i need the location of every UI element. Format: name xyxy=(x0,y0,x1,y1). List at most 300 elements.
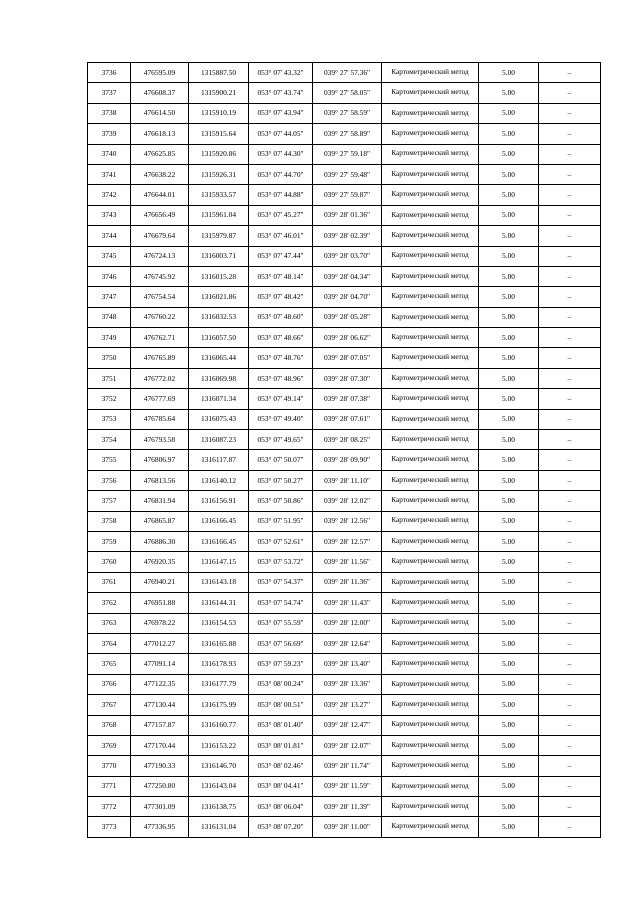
note-cell: – xyxy=(539,63,601,83)
accuracy-cell: 5.00 xyxy=(479,307,539,327)
point-number-cell: 3746 xyxy=(88,266,131,286)
y-coordinate-cell: 1316153.22 xyxy=(189,735,249,755)
longitude-cell: 039° 28' 11.59" xyxy=(313,776,382,796)
latitude-cell: 053° 08' 04.41" xyxy=(249,776,313,796)
y-coordinate-cell: 1316021.86 xyxy=(189,287,249,307)
point-number-cell: 3766 xyxy=(88,674,131,694)
accuracy-cell: 5.00 xyxy=(479,83,539,103)
longitude-cell: 039° 27' 57.36" xyxy=(313,63,382,83)
longitude-cell: 039° 27' 58.89" xyxy=(313,124,382,144)
accuracy-cell: 5.00 xyxy=(479,103,539,123)
accuracy-cell: 5.00 xyxy=(479,613,539,633)
y-coordinate-cell: 1316015.28 xyxy=(189,266,249,286)
x-coordinate-cell: 477190.33 xyxy=(131,756,189,776)
method-cell: Картометрический метод xyxy=(382,409,479,429)
table-row xyxy=(88,511,601,531)
latitude-cell: 053° 07' 50.86" xyxy=(249,491,313,511)
y-coordinate-cell: 1315933.57 xyxy=(189,185,249,205)
table-row xyxy=(88,776,601,796)
accuracy-cell: 5.00 xyxy=(479,246,539,266)
method-cell: Картометрический метод xyxy=(382,776,479,796)
latitude-cell: 053° 08' 00.51" xyxy=(249,695,313,715)
y-coordinate-cell: 1316178.93 xyxy=(189,654,249,674)
method-cell: Картометрический метод xyxy=(382,735,479,755)
y-coordinate-cell: 1315961.04 xyxy=(189,205,249,225)
method-cell: Картометрический метод xyxy=(382,266,479,286)
note-cell: – xyxy=(539,185,601,205)
x-coordinate-cell: 477170.44 xyxy=(131,735,189,755)
y-coordinate-cell: 1315910.19 xyxy=(189,103,249,123)
table-row xyxy=(88,144,601,164)
latitude-cell: 053° 07' 43.32" xyxy=(249,63,313,83)
table-row xyxy=(88,124,601,144)
y-coordinate-cell: 1316166.45 xyxy=(189,511,249,531)
point-number-cell: 3765 xyxy=(88,654,131,674)
table-row xyxy=(88,593,601,613)
method-cell: Картометрический метод xyxy=(382,715,479,735)
accuracy-cell: 5.00 xyxy=(479,593,539,613)
x-coordinate-cell: 476813.56 xyxy=(131,470,189,490)
table-row xyxy=(88,63,601,83)
x-coordinate-cell: 477012.27 xyxy=(131,633,189,653)
point-number-cell: 3762 xyxy=(88,593,131,613)
table-row xyxy=(88,266,601,286)
accuracy-cell: 5.00 xyxy=(479,205,539,225)
note-cell: – xyxy=(539,674,601,694)
point-number-cell: 3764 xyxy=(88,633,131,653)
longitude-cell: 039° 28' 08.25" xyxy=(313,430,382,450)
note-cell: – xyxy=(539,776,601,796)
point-number-cell: 3773 xyxy=(88,817,131,837)
x-coordinate-cell: 476765.89 xyxy=(131,348,189,368)
y-coordinate-cell: 1315900.21 xyxy=(189,83,249,103)
y-coordinate-cell: 1315915.64 xyxy=(189,124,249,144)
y-coordinate-cell: 1316138.75 xyxy=(189,797,249,817)
accuracy-cell: 5.00 xyxy=(479,695,539,715)
accuracy-cell: 5.00 xyxy=(479,511,539,531)
x-coordinate-cell: 476978.22 xyxy=(131,613,189,633)
method-cell: Картометрический метод xyxy=(382,797,479,817)
longitude-cell: 039° 28' 11.39" xyxy=(313,797,382,817)
method-cell: Картометрический метод xyxy=(382,368,479,388)
point-number-cell: 3758 xyxy=(88,511,131,531)
table-row xyxy=(88,328,601,348)
note-cell: – xyxy=(539,715,601,735)
note-cell: – xyxy=(539,817,601,837)
x-coordinate-cell: 476644.01 xyxy=(131,185,189,205)
method-cell: Картометрический метод xyxy=(382,633,479,653)
longitude-cell: 039° 28' 02.39" xyxy=(313,226,382,246)
method-cell: Картометрический метод xyxy=(382,103,479,123)
table-row xyxy=(88,817,601,837)
method-cell: Картометрический метод xyxy=(382,695,479,715)
accuracy-cell: 5.00 xyxy=(479,328,539,348)
coordinates-table xyxy=(87,62,601,838)
point-number-cell: 3748 xyxy=(88,307,131,327)
x-coordinate-cell: 476608.37 xyxy=(131,83,189,103)
accuracy-cell: 5.00 xyxy=(479,144,539,164)
note-cell: – xyxy=(539,266,601,286)
x-coordinate-cell: 476595.09 xyxy=(131,63,189,83)
table-row xyxy=(88,185,601,205)
longitude-cell: 039° 28' 11.43" xyxy=(313,593,382,613)
table-row xyxy=(88,389,601,409)
x-coordinate-cell: 476754.54 xyxy=(131,287,189,307)
longitude-cell: 039° 28' 11.56" xyxy=(313,552,382,572)
latitude-cell: 053° 07' 50.27" xyxy=(249,470,313,490)
longitude-cell: 039° 28' 12.64" xyxy=(313,633,382,653)
note-cell: – xyxy=(539,552,601,572)
method-cell: Картометрический метод xyxy=(382,124,479,144)
point-number-cell: 3752 xyxy=(88,389,131,409)
x-coordinate-cell: 476656.49 xyxy=(131,205,189,225)
table-row xyxy=(88,246,601,266)
x-coordinate-cell: 476614.50 xyxy=(131,103,189,123)
y-coordinate-cell: 1316117.87 xyxy=(189,450,249,470)
note-cell: – xyxy=(539,287,601,307)
longitude-cell: 039° 28' 12.07" xyxy=(313,735,382,755)
y-coordinate-cell: 1316160.77 xyxy=(189,715,249,735)
latitude-cell: 053° 07' 47.44" xyxy=(249,246,313,266)
method-cell: Картометрический метод xyxy=(382,430,479,450)
latitude-cell: 053° 07' 56.69" xyxy=(249,633,313,653)
latitude-cell: 053° 07' 49.65" xyxy=(249,430,313,450)
x-coordinate-cell: 476625.85 xyxy=(131,144,189,164)
latitude-cell: 053° 07' 48.60" xyxy=(249,307,313,327)
x-coordinate-cell: 476760.22 xyxy=(131,307,189,327)
note-cell: – xyxy=(539,307,601,327)
table-row xyxy=(88,552,601,572)
coordinates-document xyxy=(87,62,600,838)
point-number-cell: 3740 xyxy=(88,144,131,164)
table-row xyxy=(88,695,601,715)
accuracy-cell: 5.00 xyxy=(479,450,539,470)
x-coordinate-cell: 476793.58 xyxy=(131,430,189,450)
accuracy-cell: 5.00 xyxy=(479,817,539,837)
note-cell: – xyxy=(539,613,601,633)
longitude-cell: 039° 28' 11.10" xyxy=(313,470,382,490)
y-coordinate-cell: 1315926.31 xyxy=(189,164,249,184)
note-cell: – xyxy=(539,511,601,531)
accuracy-cell: 5.00 xyxy=(479,368,539,388)
y-coordinate-cell: 1316144.31 xyxy=(189,593,249,613)
table-row xyxy=(88,531,601,551)
method-cell: Картометрический метод xyxy=(382,470,479,490)
note-cell: – xyxy=(539,633,601,653)
longitude-cell: 039° 28' 03.70" xyxy=(313,246,382,266)
latitude-cell: 053° 07' 48.96" xyxy=(249,368,313,388)
note-cell: – xyxy=(539,83,601,103)
accuracy-cell: 5.00 xyxy=(479,572,539,592)
x-coordinate-cell: 477122.35 xyxy=(131,674,189,694)
accuracy-cell: 5.00 xyxy=(479,470,539,490)
table-row xyxy=(88,430,601,450)
point-number-cell: 3749 xyxy=(88,328,131,348)
note-cell: – xyxy=(539,328,601,348)
note-cell: – xyxy=(539,450,601,470)
point-number-cell: 3759 xyxy=(88,531,131,551)
accuracy-cell: 5.00 xyxy=(479,674,539,694)
method-cell: Картометрический метод xyxy=(382,531,479,551)
note-cell: – xyxy=(539,164,601,184)
latitude-cell: 053° 08' 06.04" xyxy=(249,797,313,817)
method-cell: Картометрический метод xyxy=(382,450,479,470)
note-cell: – xyxy=(539,124,601,144)
y-coordinate-cell: 1316154.53 xyxy=(189,613,249,633)
note-cell: – xyxy=(539,389,601,409)
table-row xyxy=(88,83,601,103)
note-cell: – xyxy=(539,491,601,511)
latitude-cell: 053° 08' 07.20" xyxy=(249,817,313,837)
y-coordinate-cell: 1316143.04 xyxy=(189,776,249,796)
x-coordinate-cell: 476745.92 xyxy=(131,266,189,286)
point-number-cell: 3742 xyxy=(88,185,131,205)
accuracy-cell: 5.00 xyxy=(479,164,539,184)
table-row xyxy=(88,450,601,470)
method-cell: Картометрический метод xyxy=(382,348,479,368)
latitude-cell: 053° 07' 51.95" xyxy=(249,511,313,531)
accuracy-cell: 5.00 xyxy=(479,266,539,286)
latitude-cell: 053° 07' 45.27" xyxy=(249,205,313,225)
note-cell: – xyxy=(539,797,601,817)
longitude-cell: 039° 28' 12.57" xyxy=(313,531,382,551)
note-cell: – xyxy=(539,735,601,755)
y-coordinate-cell: 1316131.04 xyxy=(189,817,249,837)
note-cell: – xyxy=(539,695,601,715)
table-row xyxy=(88,409,601,429)
point-number-cell: 3750 xyxy=(88,348,131,368)
accuracy-cell: 5.00 xyxy=(479,654,539,674)
longitude-cell: 039° 28' 06.62" xyxy=(313,328,382,348)
note-cell: – xyxy=(539,593,601,613)
longitude-cell: 039° 27' 58.05" xyxy=(313,83,382,103)
point-number-cell: 3747 xyxy=(88,287,131,307)
y-coordinate-cell: 1316146.70 xyxy=(189,756,249,776)
point-number-cell: 3771 xyxy=(88,776,131,796)
note-cell: – xyxy=(539,409,601,429)
latitude-cell: 053° 07' 49.40" xyxy=(249,409,313,429)
note-cell: – xyxy=(539,470,601,490)
latitude-cell: 053° 07' 48.14" xyxy=(249,266,313,286)
latitude-cell: 053° 07' 43.94" xyxy=(249,103,313,123)
x-coordinate-cell: 476940.21 xyxy=(131,572,189,592)
latitude-cell: 053° 07' 54.37" xyxy=(249,572,313,592)
method-cell: Картометрический метод xyxy=(382,328,479,348)
x-coordinate-cell: 476618.13 xyxy=(131,124,189,144)
accuracy-cell: 5.00 xyxy=(479,430,539,450)
y-coordinate-cell: 1316057.50 xyxy=(189,328,249,348)
latitude-cell: 053° 07' 46.01" xyxy=(249,226,313,246)
point-number-cell: 3755 xyxy=(88,450,131,470)
longitude-cell: 039° 28' 13.40" xyxy=(313,654,382,674)
y-coordinate-cell: 1316071.34 xyxy=(189,389,249,409)
latitude-cell: 053° 07' 48.42" xyxy=(249,287,313,307)
point-number-cell: 3743 xyxy=(88,205,131,225)
x-coordinate-cell: 476951.88 xyxy=(131,593,189,613)
accuracy-cell: 5.00 xyxy=(479,756,539,776)
x-coordinate-cell: 477336.95 xyxy=(131,817,189,837)
note-cell: – xyxy=(539,226,601,246)
longitude-cell: 039° 28' 07.05" xyxy=(313,348,382,368)
accuracy-cell: 5.00 xyxy=(479,776,539,796)
x-coordinate-cell: 476638.22 xyxy=(131,164,189,184)
point-number-cell: 3737 xyxy=(88,83,131,103)
accuracy-cell: 5.00 xyxy=(479,531,539,551)
y-coordinate-cell: 1316177.79 xyxy=(189,674,249,694)
accuracy-cell: 5.00 xyxy=(479,348,539,368)
note-cell: – xyxy=(539,103,601,123)
accuracy-cell: 5.00 xyxy=(479,491,539,511)
method-cell: Картометрический метод xyxy=(382,552,479,572)
y-coordinate-cell: 1315887.50 xyxy=(189,63,249,83)
latitude-cell: 053° 07' 48.76" xyxy=(249,348,313,368)
latitude-cell: 053° 07' 44.05" xyxy=(249,124,313,144)
table-row xyxy=(88,491,601,511)
point-number-cell: 3744 xyxy=(88,226,131,246)
point-number-cell: 3761 xyxy=(88,572,131,592)
point-number-cell: 3754 xyxy=(88,430,131,450)
method-cell: Картометрический метод xyxy=(382,307,479,327)
table-row xyxy=(88,797,601,817)
longitude-cell: 039° 27' 59.18" xyxy=(313,144,382,164)
x-coordinate-cell: 476777.69 xyxy=(131,389,189,409)
point-number-cell: 3741 xyxy=(88,164,131,184)
method-cell: Картометрический метод xyxy=(382,287,479,307)
method-cell: Картометрический метод xyxy=(382,511,479,531)
table-body xyxy=(88,63,601,838)
latitude-cell: 053° 07' 48.66" xyxy=(249,328,313,348)
method-cell: Картометрический метод xyxy=(382,226,479,246)
x-coordinate-cell: 477301.09 xyxy=(131,797,189,817)
longitude-cell: 039° 28' 13.27" xyxy=(313,695,382,715)
x-coordinate-cell: 476724.13 xyxy=(131,246,189,266)
point-number-cell: 3736 xyxy=(88,63,131,83)
note-cell: – xyxy=(539,572,601,592)
method-cell: Картометрический метод xyxy=(382,654,479,674)
latitude-cell: 053° 07' 44.88" xyxy=(249,185,313,205)
method-cell: Картометрический метод xyxy=(382,164,479,184)
method-cell: Картометрический метод xyxy=(382,491,479,511)
x-coordinate-cell: 476886.30 xyxy=(131,531,189,551)
latitude-cell: 053° 07' 55.59" xyxy=(249,613,313,633)
note-cell: – xyxy=(539,348,601,368)
latitude-cell: 053° 08' 02.46" xyxy=(249,756,313,776)
method-cell: Картометрический метод xyxy=(382,593,479,613)
longitude-cell: 039° 28' 05.28" xyxy=(313,307,382,327)
longitude-cell: 039° 27' 58.59" xyxy=(313,103,382,123)
longitude-cell: 039° 27' 59.48" xyxy=(313,164,382,184)
point-number-cell: 3757 xyxy=(88,491,131,511)
latitude-cell: 053° 07' 43.74" xyxy=(249,83,313,103)
latitude-cell: 053° 08' 00.24" xyxy=(249,674,313,694)
x-coordinate-cell: 476762.71 xyxy=(131,328,189,348)
table-row xyxy=(88,633,601,653)
note-cell: – xyxy=(539,246,601,266)
accuracy-cell: 5.00 xyxy=(479,797,539,817)
y-coordinate-cell: 1315920.86 xyxy=(189,144,249,164)
point-number-cell: 3760 xyxy=(88,552,131,572)
method-cell: Картометрический метод xyxy=(382,613,479,633)
method-cell: Картометрический метод xyxy=(382,63,479,83)
point-number-cell: 3763 xyxy=(88,613,131,633)
longitude-cell: 039° 28' 01.36" xyxy=(313,205,382,225)
accuracy-cell: 5.00 xyxy=(479,735,539,755)
y-coordinate-cell: 1315979.87 xyxy=(189,226,249,246)
longitude-cell: 039° 27' 59.87" xyxy=(313,185,382,205)
accuracy-cell: 5.00 xyxy=(479,287,539,307)
x-coordinate-cell: 476831.94 xyxy=(131,491,189,511)
method-cell: Картометрический метод xyxy=(382,756,479,776)
accuracy-cell: 5.00 xyxy=(479,633,539,653)
latitude-cell: 053° 07' 52.61" xyxy=(249,531,313,551)
note-cell: – xyxy=(539,144,601,164)
latitude-cell: 053° 07' 53.72" xyxy=(249,552,313,572)
latitude-cell: 053° 08' 01.40" xyxy=(249,715,313,735)
y-coordinate-cell: 1316143.18 xyxy=(189,572,249,592)
longitude-cell: 039° 28' 12.02" xyxy=(313,491,382,511)
note-cell: – xyxy=(539,756,601,776)
y-coordinate-cell: 1316032.53 xyxy=(189,307,249,327)
point-number-cell: 3767 xyxy=(88,695,131,715)
y-coordinate-cell: 1316065.44 xyxy=(189,348,249,368)
point-number-cell: 3738 xyxy=(88,103,131,123)
point-number-cell: 3751 xyxy=(88,368,131,388)
point-number-cell: 3745 xyxy=(88,246,131,266)
method-cell: Картометрический метод xyxy=(382,572,479,592)
latitude-cell: 053° 07' 59.23" xyxy=(249,654,313,674)
y-coordinate-cell: 1316147.15 xyxy=(189,552,249,572)
longitude-cell: 039° 28' 12.56" xyxy=(313,511,382,531)
latitude-cell: 053° 07' 49.14" xyxy=(249,389,313,409)
method-cell: Картометрический метод xyxy=(382,389,479,409)
y-coordinate-cell: 1316069.98 xyxy=(189,368,249,388)
longitude-cell: 039° 28' 04.34" xyxy=(313,266,382,286)
table-row xyxy=(88,674,601,694)
point-number-cell: 3770 xyxy=(88,756,131,776)
x-coordinate-cell: 476785.64 xyxy=(131,409,189,429)
latitude-cell: 053° 08' 01.81" xyxy=(249,735,313,755)
note-cell: – xyxy=(539,531,601,551)
longitude-cell: 039° 28' 07.38" xyxy=(313,389,382,409)
method-cell: Картометрический метод xyxy=(382,185,479,205)
accuracy-cell: 5.00 xyxy=(479,226,539,246)
point-number-cell: 3753 xyxy=(88,409,131,429)
y-coordinate-cell: 1316140.12 xyxy=(189,470,249,490)
longitude-cell: 039° 28' 09.90" xyxy=(313,450,382,470)
method-cell: Картометрический метод xyxy=(382,817,479,837)
point-number-cell: 3772 xyxy=(88,797,131,817)
note-cell: – xyxy=(539,430,601,450)
y-coordinate-cell: 1316156.91 xyxy=(189,491,249,511)
latitude-cell: 053° 07' 54.74" xyxy=(249,593,313,613)
method-cell: Картометрический метод xyxy=(382,205,479,225)
latitude-cell: 053° 07' 44.70" xyxy=(249,164,313,184)
point-number-cell: 3739 xyxy=(88,124,131,144)
table-row xyxy=(88,368,601,388)
y-coordinate-cell: 1316003.71 xyxy=(189,246,249,266)
x-coordinate-cell: 476865.87 xyxy=(131,511,189,531)
y-coordinate-cell: 1316166.45 xyxy=(189,531,249,551)
x-coordinate-cell: 476772.02 xyxy=(131,368,189,388)
table-row xyxy=(88,654,601,674)
longitude-cell: 039° 28' 07.61" xyxy=(313,409,382,429)
table-row xyxy=(88,287,601,307)
latitude-cell: 053° 07' 44.30" xyxy=(249,144,313,164)
point-number-cell: 3756 xyxy=(88,470,131,490)
y-coordinate-cell: 1316175.99 xyxy=(189,695,249,715)
method-cell: Картометрический метод xyxy=(382,246,479,266)
table-row xyxy=(88,613,601,633)
